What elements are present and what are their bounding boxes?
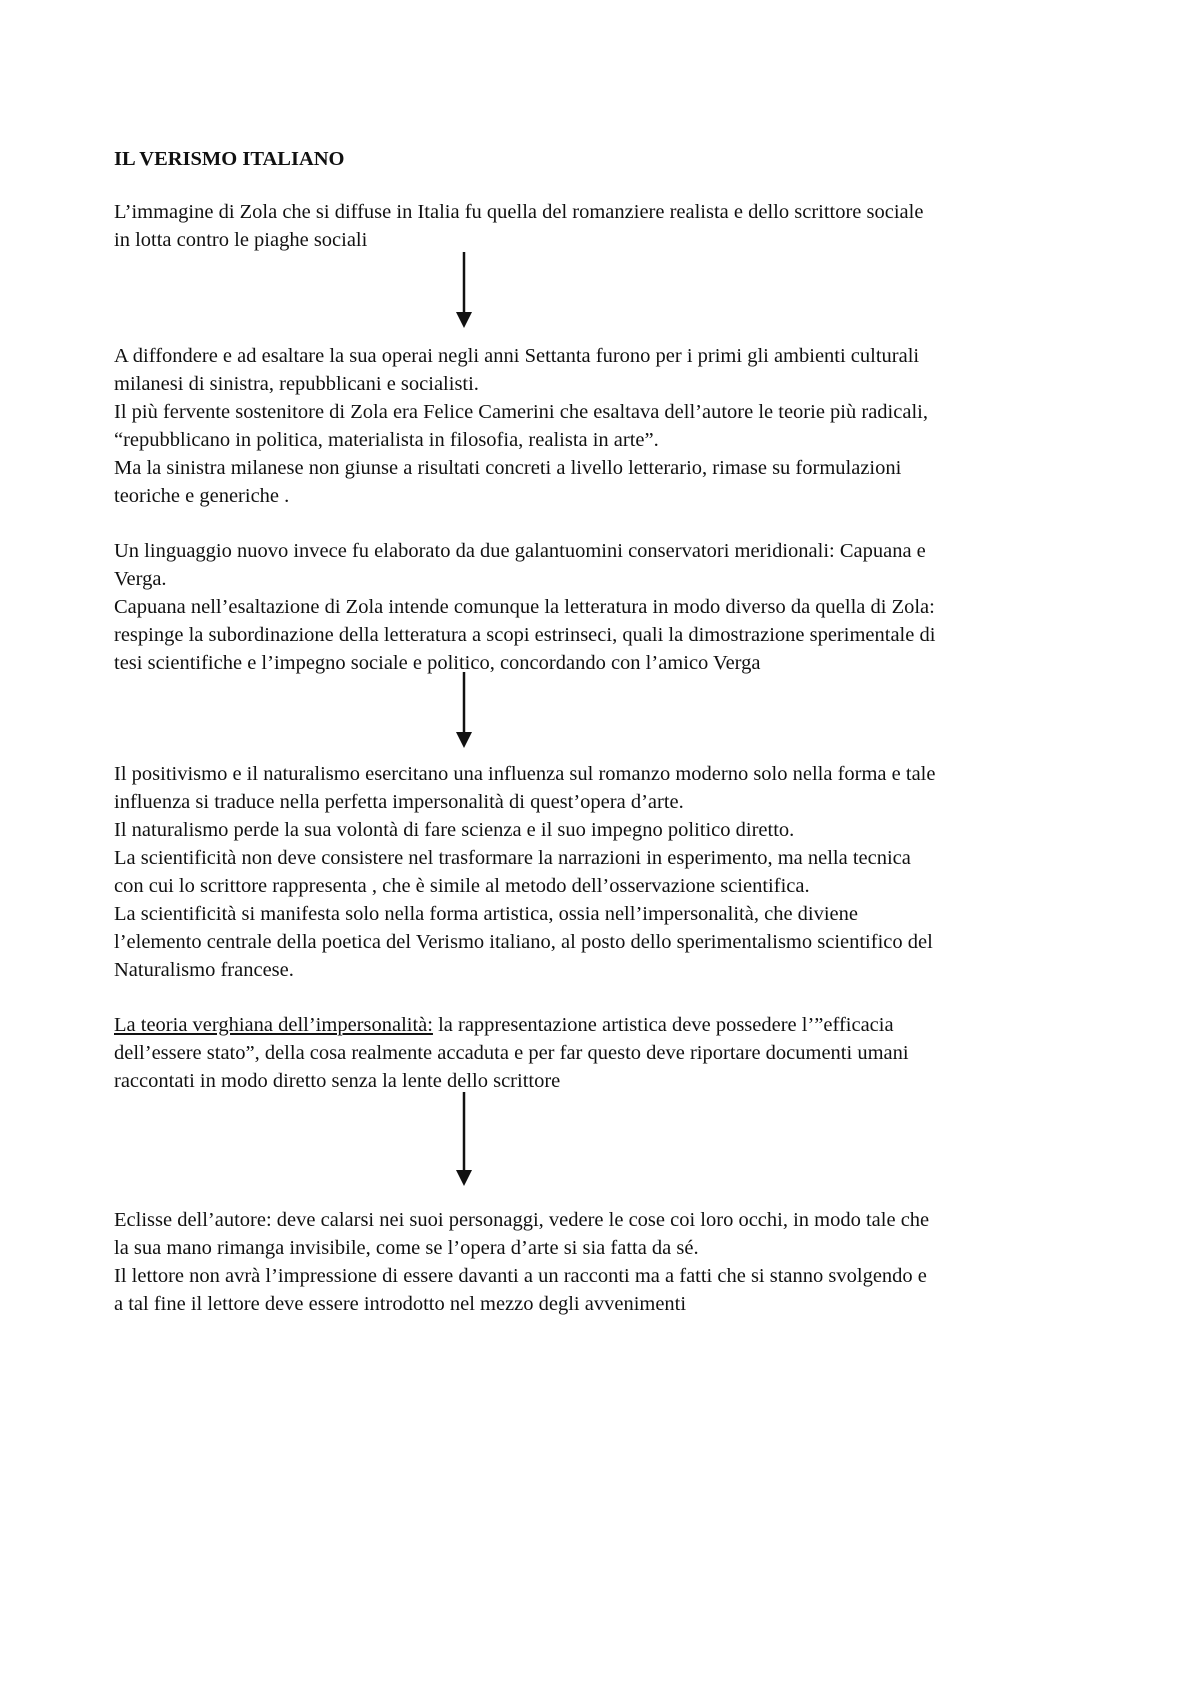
text-line: Capuana nell’esaltazione di Zola intende comunque la letteratura in modo diverso da quella di Zola:: [114, 596, 935, 618]
text-line: Naturalismo francese.: [114, 959, 294, 981]
text-line: teoriche e generiche .: [114, 485, 290, 507]
text-line: con cui lo scrittore rappresenta , che è simile al metodo dell’osservazione scientifica.: [114, 875, 810, 897]
paragraph-author-eclipse: [114, 1206, 1104, 1318]
text-line: Il positivismo e il naturalismo esercitano una influenza sul romanzo moderno solo nella forma e tale: [114, 763, 936, 785]
text-line: Ma la sinistra milanese non giunse a risultati concreti a livello letterario, rimase su formulazioni: [114, 457, 902, 479]
paragraph-zola-image: [114, 198, 1104, 254]
text-span: la rappresentazione artistica deve possedere l’”efficacia: [432, 1014, 894, 1036]
text-line: A diffondere e ad esaltare la sua operai negli anni Settanta furono per i primi gli ambienti culturali: [114, 345, 920, 367]
text-line: La scientificità si manifesta solo nella forma artistica, ossia nell’impersonalità, che diviene: [114, 903, 859, 925]
text-line: Eclisse dell’autore: deve calarsi nei suoi personaggi, vedere le cose coi loro occhi, in modo tale che: [114, 1209, 930, 1231]
arrow-down-icon: [452, 1092, 476, 1186]
text-line: milanesi di sinistra, repubblicani e socialisti.: [114, 373, 479, 395]
section-heading: La teoria verghiana dell’impersonalità:: [114, 1014, 433, 1036]
text-line: a tal fine il lettore deve essere introdotto nel mezzo degli avvenimenti: [114, 1293, 687, 1315]
text-line: “repubblicano in politica, materialista in filosofia, realista in arte”.: [114, 429, 659, 451]
text-line: Un linguaggio nuovo invece fu elaborato da due galantuomini conservatori meridionali: Capuana e: [114, 540, 926, 562]
text-line: Il naturalismo perde la sua volontà di fare scienza e il suo impegno politico diretto.: [114, 819, 795, 841]
text-line: Verga.: [114, 568, 167, 590]
text-line: respinge la subordinazione della letteratura a scopi estrinseci, quali la dimostrazione sperimentale di: [114, 624, 936, 646]
paragraph-impersonality-theory: [114, 1011, 1104, 1095]
text-line: Il lettore non avrà l’impressione di essere davanti a un racconti ma a fatti che si stanno svolgendo e: [114, 1265, 927, 1287]
text-line: influenza si traduce nella perfetta impersonalità di quest’opera d’arte.: [114, 791, 684, 813]
text-line: l’elemento centrale della poetica del Verismo italiano, al posto dello sperimentalismo scientifico del: [114, 931, 933, 953]
document-title: IL VERISMO ITALIANO: [114, 148, 345, 170]
text-line: raccontati in modo diretto senza la lente dello scrittore: [114, 1070, 561, 1092]
text-line: tesi scientifiche e l’impegno sociale e politico, concordando con l’amico Verga: [114, 652, 761, 674]
paragraph-positivism-naturalism: [114, 760, 1104, 984]
text-line: dell’essere stato”, della cosa realmente accaduta e per far questo deve riportare documenti umani: [114, 1042, 909, 1064]
arrow-down-icon: [452, 672, 476, 748]
text-line: la sua mano rimanga invisibile, come se l’opera d’arte si sia fatta da sé.: [114, 1237, 699, 1259]
paragraph-milan-left: [114, 342, 1104, 510]
paragraph-capuana-verga: [114, 537, 1104, 677]
text-line: La scientificità non deve consistere nel trasformare la narrazioni in esperimento, ma nella tecnica: [114, 847, 911, 869]
arrow-down-icon: [452, 252, 476, 328]
text-line: [114, 1011, 1104, 1039]
text-line: Il più fervente sostenitore di Zola era Felice Camerini che esaltava dell’autore le teorie più radicali,: [114, 401, 928, 423]
text-line: in lotta contro le piaghe sociali: [114, 229, 368, 251]
text-line: L’immagine di Zola che si diffuse in Italia fu quella del romanziere realista e dello scrittore sociale: [114, 201, 924, 223]
